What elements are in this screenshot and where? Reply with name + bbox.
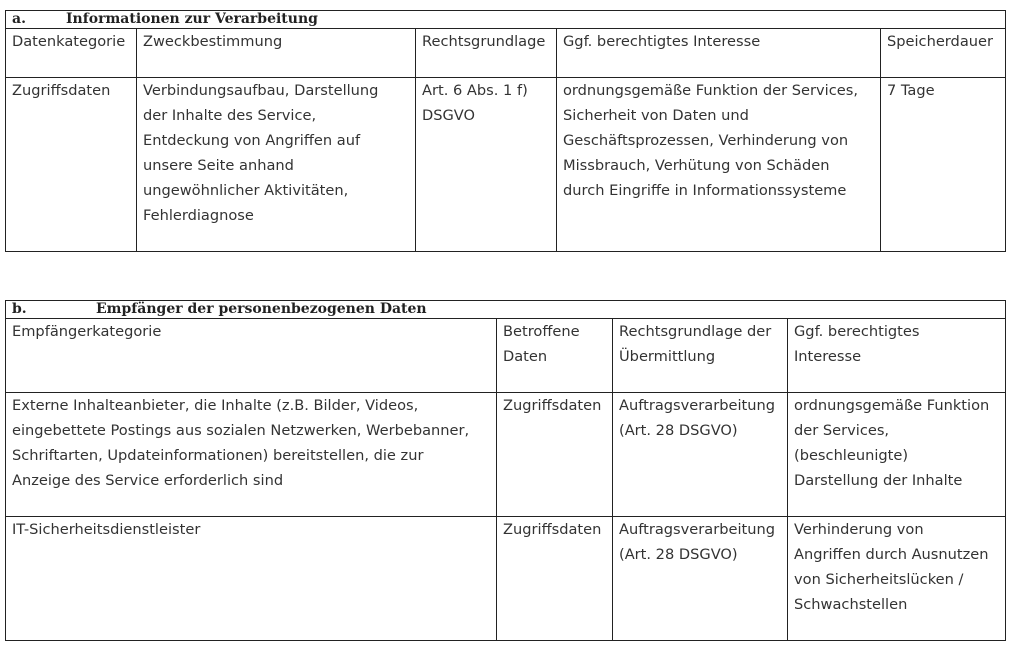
text-line: Rechtsgrundlage der (619, 323, 772, 340)
table-row (6, 78, 1006, 252)
text-line: Externe Inhalteanbieter, die Inhalte (z.B. Bilder, Videos, (12, 397, 419, 414)
section-b-title: Empfänger der personenbezogenen Daten (96, 301, 427, 317)
cell-speicherdauer: 7 Tage (881, 78, 1006, 252)
recipients-table (5, 300, 1006, 641)
text-line: (beschleunigte) (794, 447, 909, 464)
cell-rechtsgrundlage (613, 393, 788, 517)
header-interesse: Ggf. berechtigtes Interesse (557, 29, 881, 78)
text-line: Auftragsverarbeitung (619, 397, 775, 414)
text-line: IT-Sicherheitsdienstleister (12, 521, 201, 538)
cell-interesse (788, 517, 1006, 641)
cell-daten: Zugriffsdaten (497, 393, 613, 517)
text-line: ordnungsgemäße Funktion (794, 397, 990, 414)
header-interesse (788, 319, 1006, 393)
text-line: Übermittlung (619, 348, 716, 365)
text-line: Empfängerkategorie (12, 323, 162, 340)
text-line: der Services, (794, 422, 890, 439)
text-line: Ggf. berechtigtes (794, 323, 920, 340)
section-a-title: Informationen zur Verarbeitung (66, 11, 318, 27)
text-line: Sicherheit von Daten und (563, 107, 749, 124)
text-line: ungewöhnlicher Aktivitäten, (143, 182, 349, 199)
text-line: von Sicherheitslücken / (794, 571, 964, 588)
text-line: Angriffen durch Ausnutzen (794, 546, 989, 563)
cell-kategorie (6, 517, 497, 641)
text-line: (Art. 28 DSGVO) (619, 546, 738, 563)
cell-rechtsgrundlage (613, 517, 788, 641)
table-header-row (6, 29, 1006, 78)
text-line: (Art. 28 DSGVO) (619, 422, 738, 439)
text-line: Schriftarten, Updateinformationen) bereitstellen, die zur (12, 447, 424, 464)
cell-daten: Zugriffsdaten (497, 517, 613, 641)
header-zweckbestimmung: Zweckbestimmung (137, 29, 416, 78)
header-rechtsgrundlage: Rechtsgrundlage (416, 29, 557, 78)
header-betroffene-daten (497, 319, 613, 393)
processing-info-table (5, 10, 1006, 252)
cell-kategorie (6, 393, 497, 517)
text-line: Missbrauch, Verhütung von Schäden (563, 157, 830, 174)
text-line: Verhinderung von (794, 521, 924, 538)
text-line: Interesse (794, 348, 862, 365)
section-b-heading (6, 301, 1006, 319)
text-line: Verbindungsaufbau, Darstellung (143, 82, 379, 99)
text-line: Art. 6 Abs. 1 f) (422, 82, 528, 99)
text-line: Geschäftsprozessen, Verhinderung von (563, 132, 849, 149)
table-row (6, 393, 1006, 517)
text-line: durch Eingriffe in Informationssysteme (563, 182, 847, 199)
cell-rechtsgrundlage (416, 78, 557, 252)
text-line: Betroffene (503, 323, 580, 340)
cell-datenkategorie: Zugriffsdaten (6, 78, 137, 252)
cell-interesse (557, 78, 881, 252)
table-row (6, 517, 1006, 641)
text-line: Anzeige des Service erforderlich sind (12, 472, 284, 489)
text-line: Entdeckung von Angriffen auf (143, 132, 361, 149)
cell-interesse (788, 393, 1006, 517)
text-line: unsere Seite anhand (143, 157, 294, 174)
section-b-letter: b. (12, 301, 27, 317)
text-line: Fehlerdiagnose (143, 207, 254, 224)
header-empfaengerkategorie (6, 319, 497, 393)
text-line: Daten (503, 348, 548, 365)
header-speicherdauer: Speicherdauer (881, 29, 1006, 78)
text-line: der Inhalte des Service, (143, 107, 317, 124)
section-a-letter: a. (12, 11, 26, 27)
text-line: ordnungsgemäße Funktion der Services, (563, 82, 858, 99)
text-line: DSGVO (422, 107, 476, 124)
text-line: Schwachstellen (794, 596, 908, 613)
text-line: Auftragsverarbeitung (619, 521, 775, 538)
text-line: eingebettete Postings aus sozialen Netzwerken, Werbebanner, (12, 422, 470, 439)
section-a-heading (6, 11, 1006, 29)
header-datenkategorie: Datenkategorie (6, 29, 137, 78)
table-header-row (6, 319, 1006, 393)
header-rechtsgrundlage-uebermittlung (613, 319, 788, 393)
text-line: Darstellung der Inhalte (794, 472, 963, 489)
cell-zweckbestimmung (137, 78, 416, 252)
